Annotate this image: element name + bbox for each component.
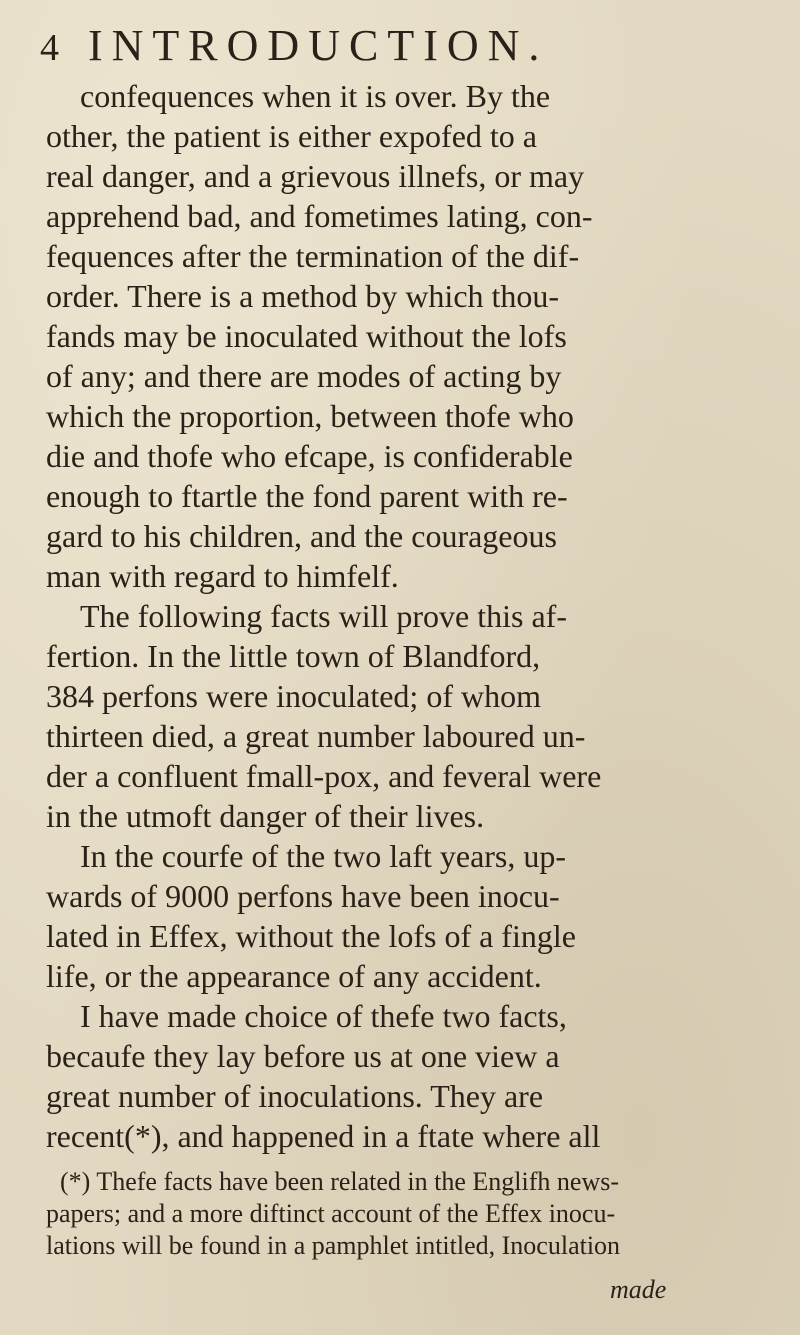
text-line: The following facts will prove this af-: [80, 598, 567, 634]
text-line: lated in Effex, without the lofs of a fingle: [46, 918, 576, 954]
text-line: 384 perfons were inoculated; of whom: [46, 678, 541, 714]
text-line: In the courfe of the two laft years, up-: [80, 838, 567, 874]
text-line: other, the patient is either expofed to a: [46, 118, 537, 154]
page-header: [40, 14, 740, 74]
footnote-line: (*) Thefe facts have been related in the Englifh news-: [60, 1167, 619, 1196]
text-line: life, or the appearance of any accident.: [46, 958, 542, 994]
text-line: in the utmoft danger of their lives.: [46, 798, 485, 834]
text-line: enough to ftartle the fond parent with re-: [46, 478, 568, 514]
footnote-line: lations will be found in a pamphlet intitled, Inoculation: [46, 1231, 621, 1260]
text-line: die and thofe who efcape, is confiderable: [46, 438, 573, 474]
text-line: confequences when it is over. By the: [80, 78, 551, 114]
page-number: 4: [40, 27, 59, 69]
text-line: gard to his children, and the courageous: [46, 518, 557, 554]
text-line: der a confluent fmall-pox, and feveral were: [46, 758, 602, 794]
text-line: order. There is a method by which thou-: [46, 278, 560, 314]
text-line: thirteen died, a great number laboured un-: [46, 718, 586, 754]
text-line: fands may be inoculated without the lofs: [46, 318, 567, 354]
text-line: I have made choice of thefe two facts,: [80, 998, 567, 1034]
text-line: real danger, and a grievous illnefs, or may: [46, 158, 585, 194]
text-line: of any; and there are modes of acting by: [46, 358, 562, 394]
text-line: becaufe they lay before us at one view a: [46, 1038, 560, 1074]
footnote-line: papers; and a more diftinct account of the Effex inocu-: [46, 1199, 616, 1228]
text-line: apprehend bad, and fometimes lating, con-: [46, 198, 593, 234]
running-head: INTRODUCTION.: [88, 21, 549, 70]
text-line: recent(*), and happened in a ftate where all: [46, 1118, 601, 1154]
text-line: wards of 9000 perfons have been inocu-: [46, 878, 560, 914]
catchword: made: [610, 1275, 667, 1304]
text-line: great number of inoculations. They are: [46, 1078, 544, 1114]
text-line: which the proportion, between thofe who: [46, 398, 574, 434]
text-line: fequences after the termination of the dif-: [46, 238, 580, 274]
text-line: man with regard to himfelf.: [46, 558, 399, 594]
text-line: fertion. In the little town of Blandford,: [46, 638, 541, 674]
